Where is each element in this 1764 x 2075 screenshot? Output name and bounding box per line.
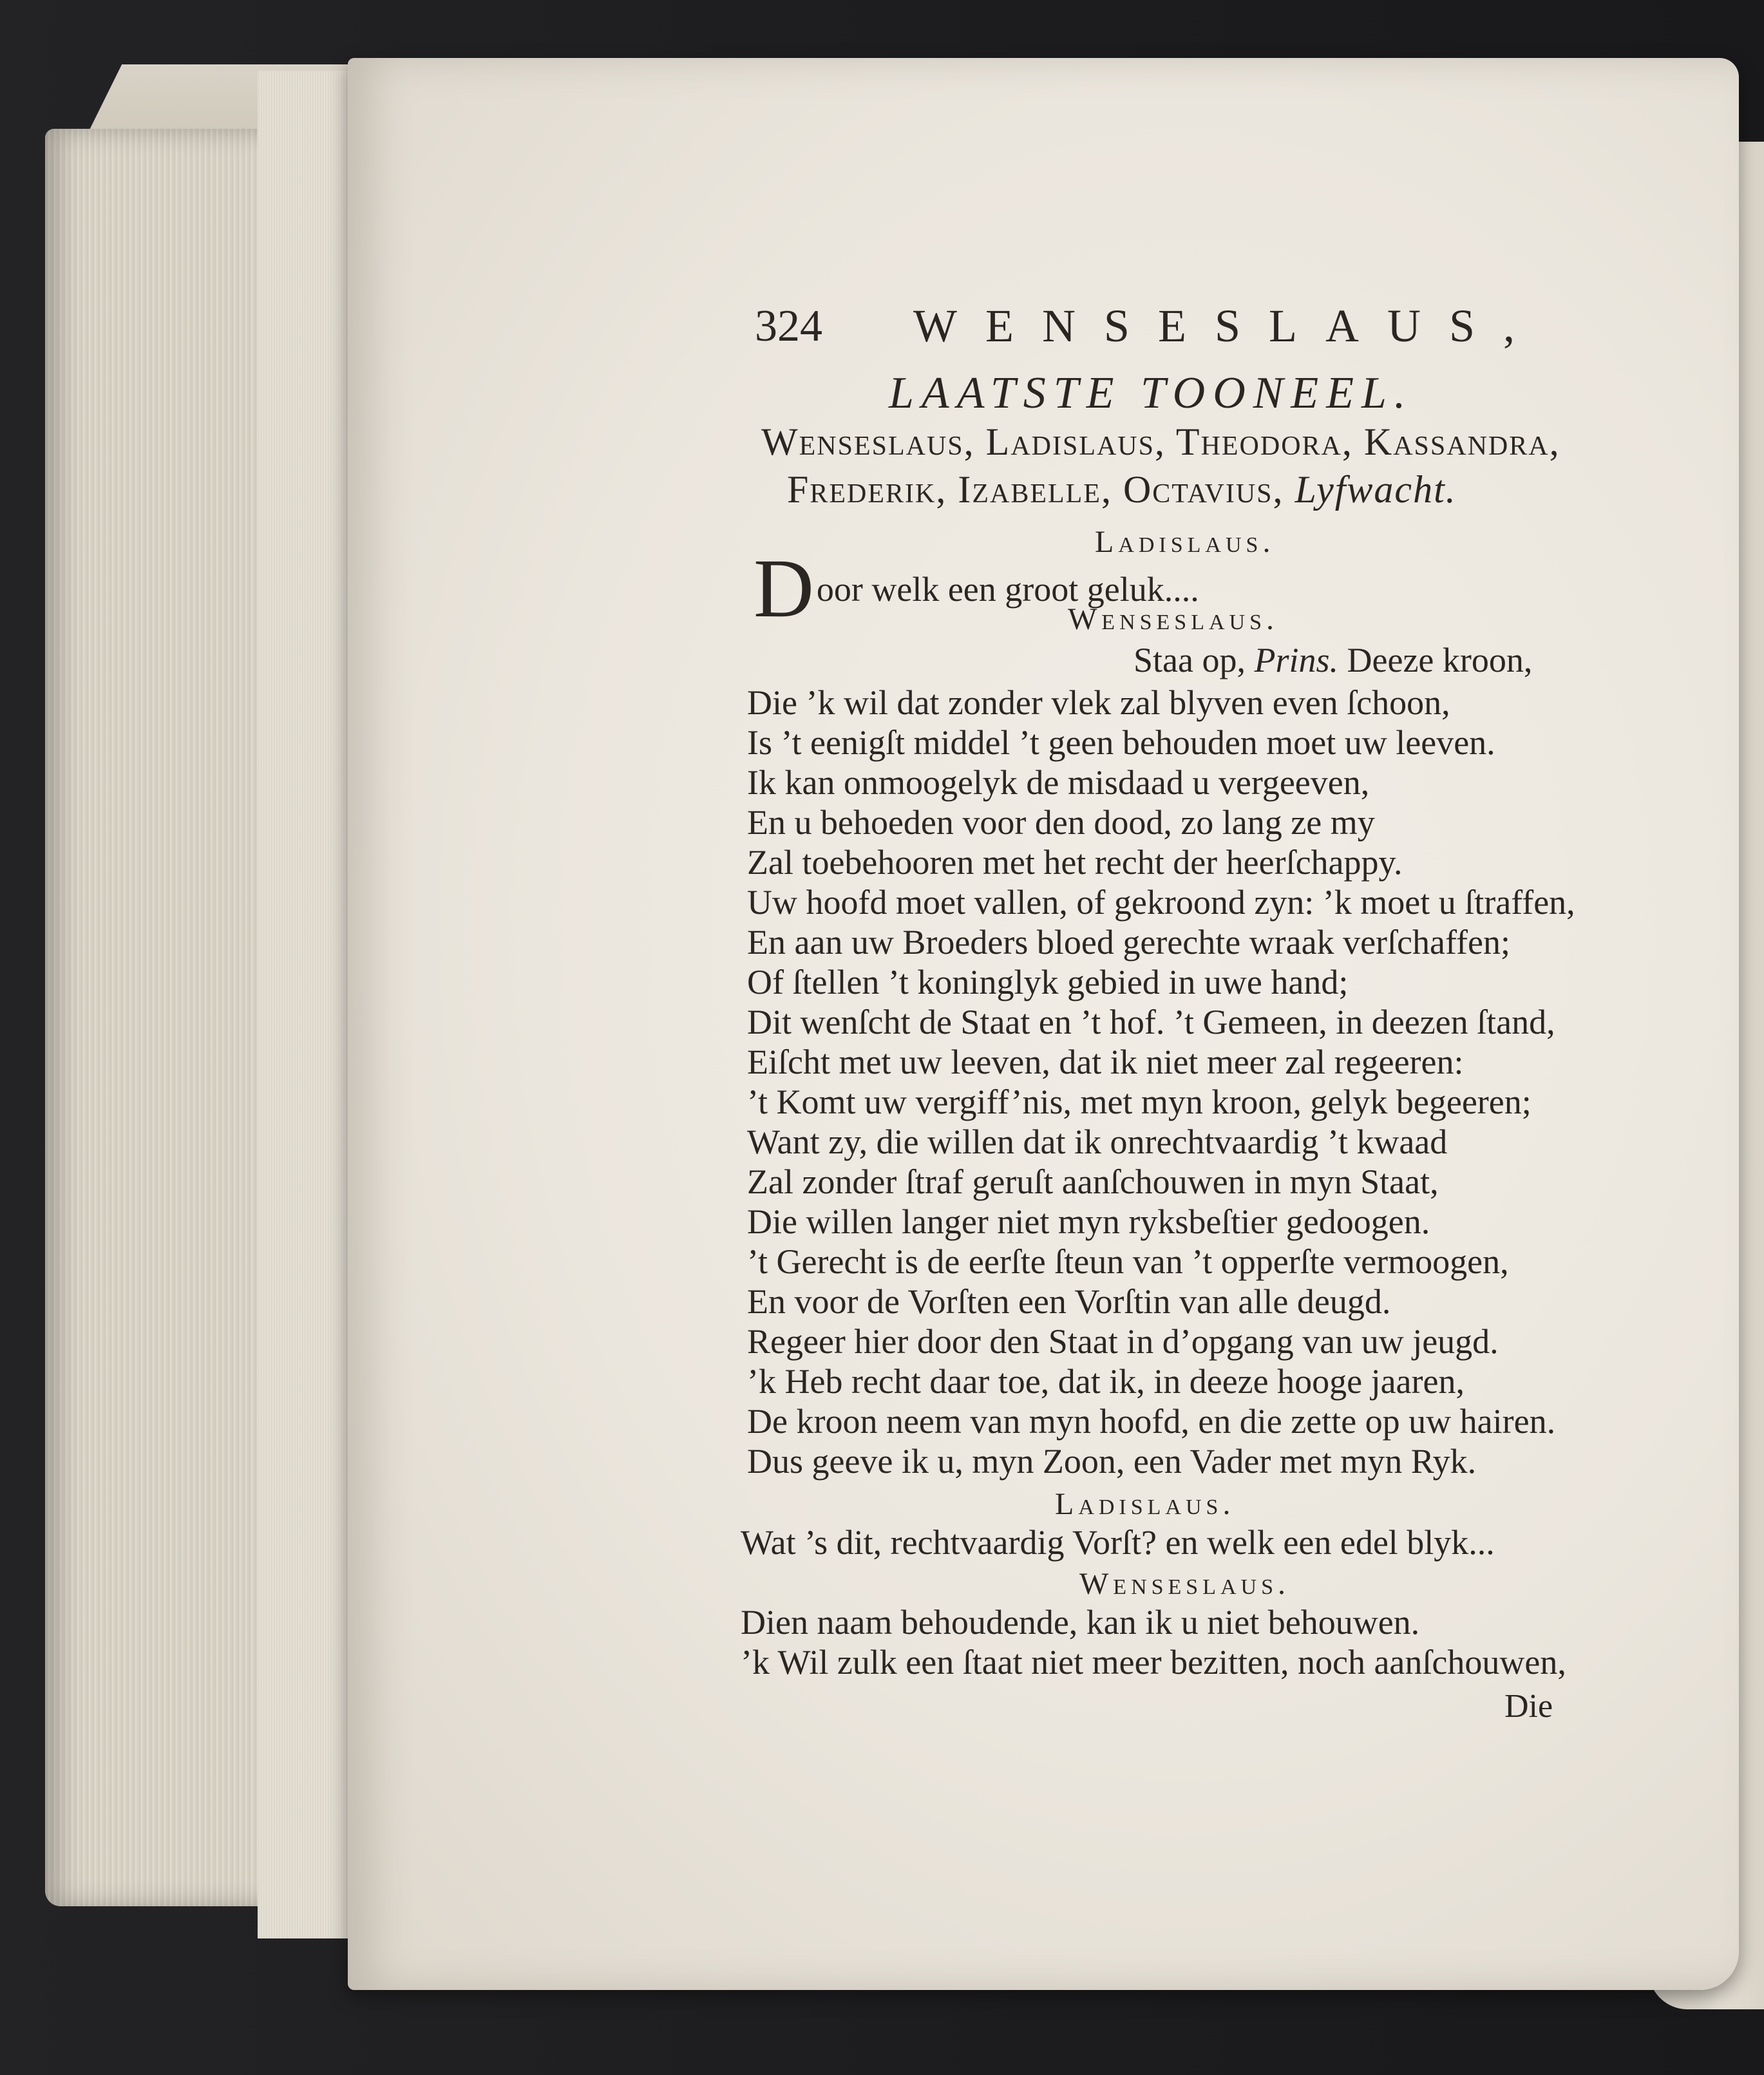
verse-line: ’k Wil zulk een ſtaat niet meer bezitten, noch aanſchouwen, [741, 1643, 1566, 1682]
verse-name: Prins. [1254, 641, 1339, 679]
verse-line: Dus geeve ik u, myn Zoon, een Vader met myn Ryk. [747, 1442, 1477, 1481]
verse-line: Dien naam behoudende, kan ik u niet behouwen. [741, 1603, 1420, 1642]
cast-line-1: Wenseslaus, Ladislaus, Theodora, Kassandra, [761, 421, 1560, 463]
verse-text: Deeze kroon, [1347, 641, 1533, 679]
cast-guard: Lyfwacht. [1295, 468, 1457, 511]
verse-line: Die willen langer niet myn ryksbeſtier gedoogen. [747, 1202, 1430, 1241]
verse-line: De kroon neem van myn hoofd, en die zette op uw hairen. [747, 1402, 1556, 1441]
verse-line: Regeer hier door den Staat in d’opgang van uw jeugd. [747, 1322, 1499, 1361]
verse-line: Dit wenſcht de Staat en ’t hof. ’t Gemeen, in deezen ſtand, [747, 1003, 1555, 1041]
verse-line: Of ſtellen ’t koninglyk gebied in uwe hand; [747, 963, 1349, 1001]
running-title: WENSESLAUS, [913, 300, 1544, 352]
cast-line-2 [787, 470, 1457, 509]
verse-line: Zal toebehooren met het recht der heerſchappy. [747, 843, 1403, 882]
speaker-name: Ladislaus. [1055, 1487, 1235, 1521]
verse-line: Is ’t eenigſt middel ’t geen behouden moet uw leeven. [747, 723, 1495, 762]
verse-line [1133, 643, 1532, 677]
verse-line: En aan uw Broeders bloed gerechte wraak verſchaffen; [747, 923, 1510, 962]
verse-line: Die ’k wil dat zonder vlek zal blyven even ſchoon, [747, 683, 1450, 722]
verse-line: Wat ’s dit, rechtvaardig Vorſt? en welk een edel blyk... [741, 1523, 1495, 1562]
cast-names: Frederik, Izabelle, Octavius, [787, 468, 1284, 511]
verse-text: Staa op, [1133, 641, 1246, 679]
page-number: 324 [755, 301, 822, 351]
verse-line: Uw hoofd moet vallen, of gekroond zyn: ’k moet u ſtraffen, [747, 883, 1575, 922]
verse-line: Eiſcht met uw leeven, dat ik niet meer zal regeeren: [747, 1043, 1464, 1081]
verse-text: oor welk een groot geluk.... [816, 570, 1199, 609]
verse-line: En u behoeden voor den dood, zo lang ze my [747, 803, 1375, 842]
scene-title: LAATSTE TOONEEL. [889, 368, 1414, 418]
speaker-name: Wenseslaus. [1079, 1567, 1290, 1601]
catchword: Die [1504, 1688, 1553, 1725]
verse-line: ’k Heb recht daar toe, dat ik, in deeze hooge jaaren, [747, 1362, 1465, 1401]
verse-line: ’t Komt uw vergiff’nis, met myn kroon, gelyk begeeren; [747, 1083, 1532, 1121]
speaker-name: Wenseslaus. [1068, 602, 1278, 636]
speaker-name: Ladislaus. [1095, 525, 1275, 559]
verse-line: En voor de Vorſten een Vorſtin van alle deugd. [747, 1282, 1391, 1321]
drop-capital: D [754, 542, 814, 635]
verse-line: ’t Gerecht is de eerſte ſteun van ’t opperſte vermoogen, [747, 1242, 1509, 1281]
verse-line: Zal zonder ſtraf geruſt aanſchouwen in myn Staat, [747, 1162, 1439, 1201]
verse-line: Ik kan onmoogelyk de misdaad u vergeeven, [747, 763, 1370, 802]
verse-line: Want zy, die willen dat ik onrechtvaardig ’t kwaad [747, 1123, 1448, 1161]
